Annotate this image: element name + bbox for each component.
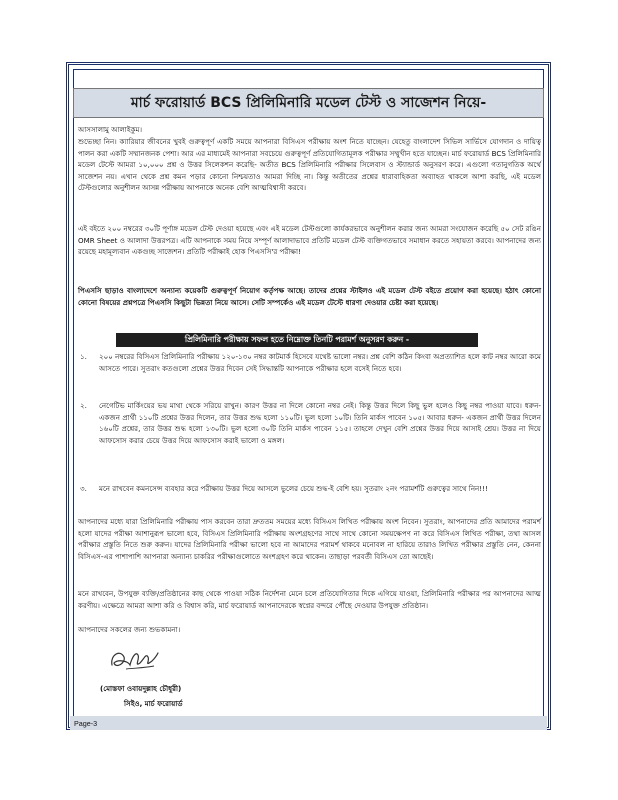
paragraph-guidance: মনে রাখবেন, উপযুক্ত ব্যক্তি/প্রতিষ্ঠানের কাছ থেকে পাওয়া সঠিক নির্দেশনা মেনে চলে প্রতিযোগিতার দিকে এগিয়ে যাওয়া, প্রিলিমিনারি পরীক্ষার পর আপনাদের আত্ম করণীয়। এক্ষেত্রে আমরা আশা করি ও বিশ্বাস করি, মার্চ ফরোয়ার্ড আপনাদেরকে স্বপ্নের বন্দরে পৌঁছে দেওয়ার উপযুক্ত প্রতিষ্ঠান। xyxy=(78,589,541,610)
paragraph-model-tests: এই বইতে ২০০ নম্বরের ৩০টি পূর্ণাঙ্গ মডেল টেস্ট দেওয়া হয়েছে এবং এই মডেল টেস্টগুলো কার্যকরভাবে অনুশীলন করার জন্য আমরা সংযোজন করেছি ৫০ সেট রঙিন OMR Sheet ও আলাদা উত্তরপত্র। এটি আপনাকে সময় নিয়ে সম্পূর্ণ আলাদাভাবে প্রতিটি মডেল টেস্ট ব্যক্তিগতভাবে সমাধান করতে সহায়তা করবে। আপনাদের জন্য রয়েছে মহামূল্যবান একগুচ্ছ সাজেশন। প্রতিটি পরীক্ষাই হোক পিএসসি'র পরীক্ষা! xyxy=(78,224,541,257)
advice-number-2: ২. xyxy=(80,401,87,410)
signature-image xyxy=(108,641,160,675)
paragraph-other-authorities: পিএসসি ছাড়াও বাংলাদেশে অন্যান্য কয়েকটি গুরুত্বপূর্ণ নিয়োগ কর্তৃপক্ষ আছে। তাদের প্রশ্নের স্টাইলও এই মডেল টেস্ট বইতে প্রয়োগ করা হয়েছে। হঠাৎ কোনো কোনো বিষয়ের প্রশ্নপত্রে পিএসসি কিছুটা ভিন্নতা নিয়ে আসে। সেটি সম্পর্কেও এই মডেল টেস্টে ধারণা দেওয়ার চেষ্টা করা হয়েছে। xyxy=(78,286,541,307)
advice-number-1: ১. xyxy=(80,352,87,361)
page-footer xyxy=(70,716,547,730)
section-title-banner: প্রিলিমিনারি পরীক্ষায় সফল হতে নিম্নোক্ত তিনটি পরামর্শ অনুসরণ করুন - xyxy=(116,333,478,347)
signer-name: (মোস্তফা ওবায়দুল্লাহ চৌধুরী) xyxy=(100,684,182,693)
advice-item-2: নেগেটিভ মার্কিংয়ের ভয় মাথা থেকে সরিয়ে রাখুন। কারণ উত্তর না দিলে কোনো নম্বর নেই। কিন্তু উত্তর দিলে কিছু ভুল হলেও কিছু নম্বর পাওয়া যাবে। ধরুন- একজন প্রার্থী ১১০টি প্রশ্নের উত্তর দিলেন, তার উত্তর শুদ্ধ হলো ১১০টি। ভুল হলো ১০টি। তিনি মার্কস পাবেন ১০৫। আবার ধরুন- একজন প্রার্থী উত্তর দিলেন ১৬০টি প্রশ্নের, তার উত্তর শুদ্ধ হলো ১৩০টি। ভুল হলো ৩০টি তিনি মার্কস পাবেন ১১৫। তাহলে দেখুন বেশি প্রশ্নের উত্তর দিয়ে আসাই শ্রেয়। উত্তর না দিয়ে আফসোস করার চেয়ে উত্তর দিয়ে আফসোস করাই ভালো ও মঙ্গল। xyxy=(99,401,541,445)
paragraph-intro: শুভেচ্ছা নিন। ক্যারিয়ার জীবনের খুবই গুরুত্বপূর্ণ একটি সময়ে আপনারা বিসিএস পরীক্ষায় অংশ নিতে যাচ্ছেন। যেহেতু বাংলাদেশ সিভিল সার্ভিসে যোগদান ও দায়িত্ব পালন করা একটি সম্মানজনক পেশা। আর এর মাধ্যমেই আপনারা সবচেয়ে গুরুত্বপূর্ণ প্রতিযোগিতামূলক পরীক্ষার সম্মুখীন হতে যাচ্ছেন। মার্চ ফরোয়ার্ড BCS প্রিলিমিনারি মডেল টেস্টে আমরা ১০,০০০ প্রশ্ন ও উত্তর সিলেকশন করেছি- অতীত BCS প্রিলিমিনারি পরীক্ষার সিলেবাস ও স্ট্যান্ডার্ড অনুসরণ করে। এগুলো গতানুগতিক অর্থে সাজেশন নয়। এখান থেকে প্রশ্ন কমন পড়ার কোনো নিশ্চয়তাও আমরা দিচ্ছি না। কিন্তু অতীতের প্রশ্নের ধারাবাহিকতা অব্যাহত থাকলে আশা করছি, এই মডেল টেস্টগুলোর অনুশীলন আসন্ন পরীক্ষায় আপনাকে অনেক বেশি আত্মবিশ্বাসী করবে। xyxy=(78,137,542,193)
page-number: Page-3 xyxy=(74,718,98,728)
document-title: মার্চ ফরোয়ার্ড BCS প্রিলিমিনারি মডেল টেস্ট ও সাজেশন নিয়ে- xyxy=(73,88,544,118)
advice-number-3: ৩. xyxy=(80,484,87,493)
greeting: আসসালামু আলাইকুম। xyxy=(78,125,142,134)
advice-item-1: ২০০ নম্বরের বিসিএস প্রিলিমিনারি পরীক্ষায় ১২০-১৩০ নম্বর কাটমার্ক হিসেবে যথেষ্ট ভালো নম্বর। প্রশ্ন বেশি কঠিন কিংবা অপ্রত্যাশিত হলে কাট নম্বর আরো কমে আসতে পারে। সুতরাং কতগুলো প্রশ্নের উত্তর দিবেন সেই সিদ্ধান্তটি আপনাকে পরীক্ষার হলে বসেই নিতে হবে। xyxy=(99,352,541,373)
advice-item-3: মনে রাখবেন কমনসেন্স ব্যবহার করে পরীক্ষায় উত্তর দিয়ে আসলে ভুলের চেয়ে শুদ্ধ-ই বেশি হয়। সুতরাং ২নং পরামর্শটি গুরুত্বের সাথে নিন!!! xyxy=(99,484,488,493)
closing-wishes: আপনাদের সকলের জন্য শুভকামনা। xyxy=(78,625,181,634)
paragraph-written-exam: আপনাদের মধ্যে যারা প্রিলিমিনারি পরীক্ষায় পাস করবেন তারা দ্রুততম সময়ের মধ্যে বিসিএস লিখিত পরীক্ষায় অংশ নিবেন। সুতরাং, আপনাদের প্রতি আমাদের পরামর্শ হলো যাদের পরীক্ষা আশানুরূপ ভালো হবে, বিসিএস প্রিলিমিনারি পরীক্ষায় অংশগ্রহণের সাথে সাথে কোনো সময়ক্ষেপণ না করে বিসিএস লিখিত পরীক্ষা, তথা আসল পরীক্ষার প্রস্তুতি নিতে শুরু করুন। যাদের প্রিলিমিনারি পরীক্ষা ভালো হবে না আমাদের পরামর্শ থাকবে মনোবল না হারিয়ে তারাও লিখিত পরীক্ষার প্রস্তুতি নেন, কেননা বিসিএস-এর পাশাপাশি আপনারা অন্যান্য চাকরির পরীক্ষাগুলোতে অংশগ্রহণ করে থাকেন। তাছাড়া পরবর্তী বিসিএস তো আছেই। xyxy=(78,517,541,561)
signer-role: সিইও, মার্চ ফরোয়ার্ড xyxy=(124,699,183,708)
